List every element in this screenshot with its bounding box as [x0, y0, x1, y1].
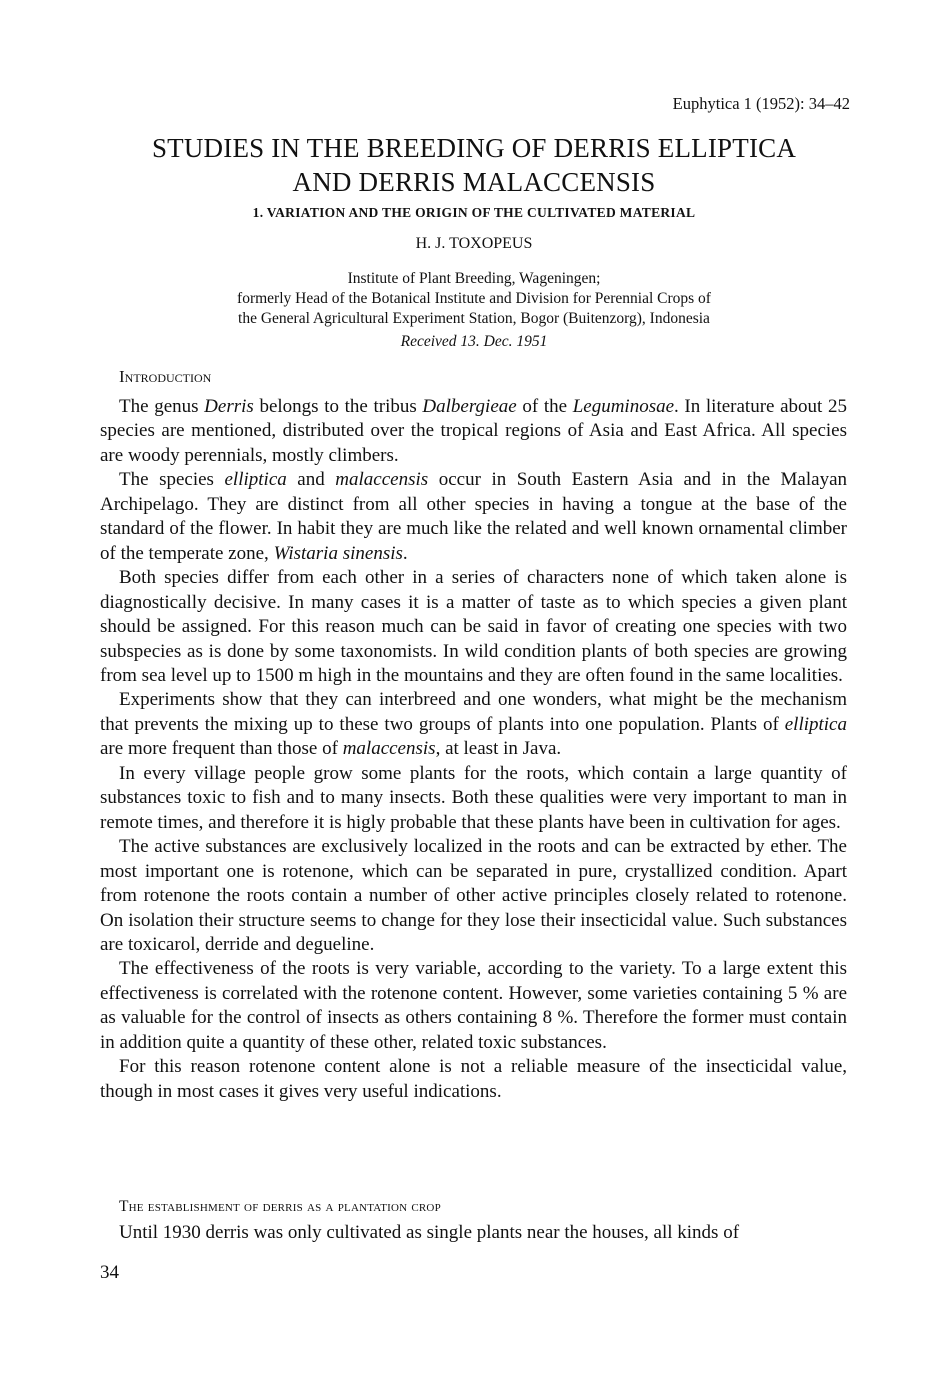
paragraph: Both species differ from each other in a series of characters none of which taken alone is diagnostically decisive. In many cases it is a matter of taste as to which species a given plant should be assigned. For this reason much can be said in favor of creating one species with two subspecies as is done by some taxonomists. In wild condition plants of both species are growing from sea level up to 1500 m high in the mountains and they are often found in the same localities.: [100, 567, 847, 686]
paragraph: The species elliptica and malaccensis occur in South Eastern Asia and in the Malayan Archipelago. They are distinct from all other species in having a tongue at the base of the standard of the flower. In habit they are much like the related and well known ornamental climber of the temperate zone, Wistaria sinensis.: [100, 469, 848, 564]
introduction-body: [100, 395, 847, 1104]
section-heading-introduction: Introduction: [119, 367, 212, 386]
page-number: 34: [100, 1262, 119, 1283]
paragraph: Until 1930 derris was only cultivated as single plants near the houses, all kinds of: [119, 1222, 740, 1243]
paragraph: The effectiveness of the roots is very variable, according to the variety. To a large extent this effectiveness is correlated with the rotenone content. However, some varieties containing 5 % are as valuable for the control of insects as others containing 8 %. Therefore the former must contain in addition quite a quantity of these other, related toxic substances.: [100, 958, 847, 1053]
journal-citation: Euphytica 1 (1952): 34–42: [672, 94, 850, 113]
author-affiliation-2: formerly Head of the Botanical Institute and Division for Perennial Crops of: [237, 290, 711, 307]
author-name: H. J. TOXOPEUS: [415, 235, 533, 252]
paragraph: Experiments show that they can interbreed and one wonders, what might be the mechanism that prevents the mixing up to these two groups of plants into one population. Plants of elliptica are more frequent than those of malaccensis, at least in Java.: [100, 689, 847, 760]
article-subtitle: 1. VARIATION AND THE ORIGIN OF THE CULTIVATED MATERIAL: [252, 205, 696, 220]
author-affiliation-1: Institute of Plant Breeding, Wageningen;: [347, 270, 601, 287]
article-title-line-1: STUDIES IN THE BREEDING OF DERRIS ELLIPTICA: [151, 133, 797, 163]
paragraph: The active substances are exclusively localized in the roots and can be extracted by ether. The most important one is rotenone, which can be separated in pure, crystallized condition. Apart from rotenone the roots contain a number of other active principles closely related to rotenone. On isolation their structure seems to change for they lose their insecticidal value. Such substances are toxicarol, derride and degueline.: [100, 836, 847, 955]
author-affiliation-3: the General Agricultural Experiment Station, Bogor (Buitenzorg), Indonesia: [238, 310, 710, 327]
paragraph: The genus Derris belongs to the tribus Dalbergieae of the Leguminosae. In literature about 25 species are mentioned, distributed over the tropical regions of Asia and East Africa. All species are woody perennials, mostly climbers.: [100, 396, 847, 466]
article-title-line-2: AND DERRIS MALACCENSIS: [292, 167, 656, 197]
paragraph: In every village people grow some plants for the roots, which contain a large quantity of substances toxic to fish and to many insects. Both these qualities were very important to man in remote times, and therefore it is higly probable that these plants have been in cultivation for ages.: [100, 762, 847, 833]
paragraph: For this reason rotenone content alone is not a reliable measure of the insecticidal value, though in most cases it gives very useful indications.: [100, 1056, 847, 1102]
section-heading-plantation: The establishment of derris as a plantation crop: [119, 1198, 441, 1215]
received-date: Received 13. Dec. 1951: [400, 333, 548, 350]
